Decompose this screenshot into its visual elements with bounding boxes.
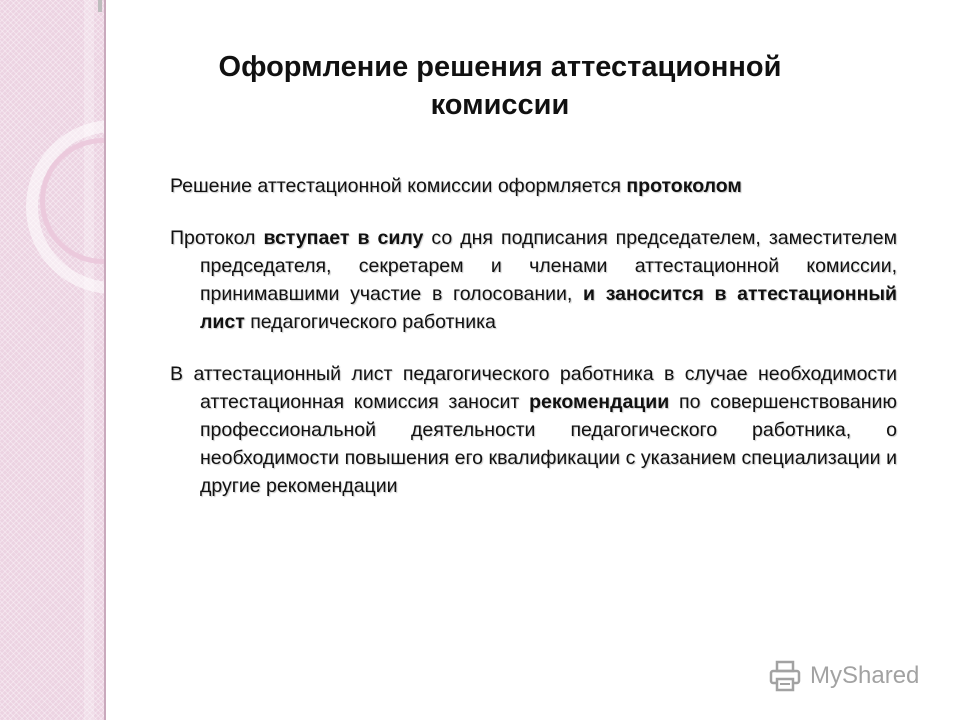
paragraph-effect: [170, 224, 897, 336]
paragraph-protocol: [170, 172, 897, 200]
top-marker: [98, 0, 102, 12]
para2-seg3: и заносится в аттестационный лист: [200, 283, 898, 333]
para2-seg2: со дня подписания председателем, заместителем председателя, секретарем и членами аттестационной комиссии, принимавшими участие в голосовании,: [200, 227, 897, 305]
sidebar-stripe: [84, 0, 94, 720]
para3-seg2: по совершенствованию профессиональной деятельности педагогического работника, о необходимости повышения его квалификации с указанием специализации и другие рекомендации: [200, 391, 897, 497]
slide-title: Оформление решения аттестационной комиссии: [218, 51, 782, 121]
paragraph-recommendations: [170, 360, 897, 500]
watermark-text: MyShared: [810, 662, 920, 689]
para3-seg1: рекомендации: [529, 391, 670, 413]
sidebar-edge: [104, 0, 106, 720]
para2-seg4: педагогического работника: [244, 311, 496, 333]
slide-body: [170, 172, 897, 524]
para1-seg0: Решение аттестационной комиссии оформляется: [170, 175, 627, 197]
decorative-sidebar: [0, 0, 106, 720]
watermark: [768, 656, 919, 696]
printer-icon: [768, 659, 802, 693]
para2-seg0: Протокол: [170, 227, 264, 249]
para2-seg1: вступает в силу: [263, 227, 424, 249]
para3-seg0: В аттестационный лист педагогического работника в случае необходимости аттестационная комиссия заносит: [170, 363, 897, 413]
para1-seg1: протоколом: [626, 175, 742, 197]
